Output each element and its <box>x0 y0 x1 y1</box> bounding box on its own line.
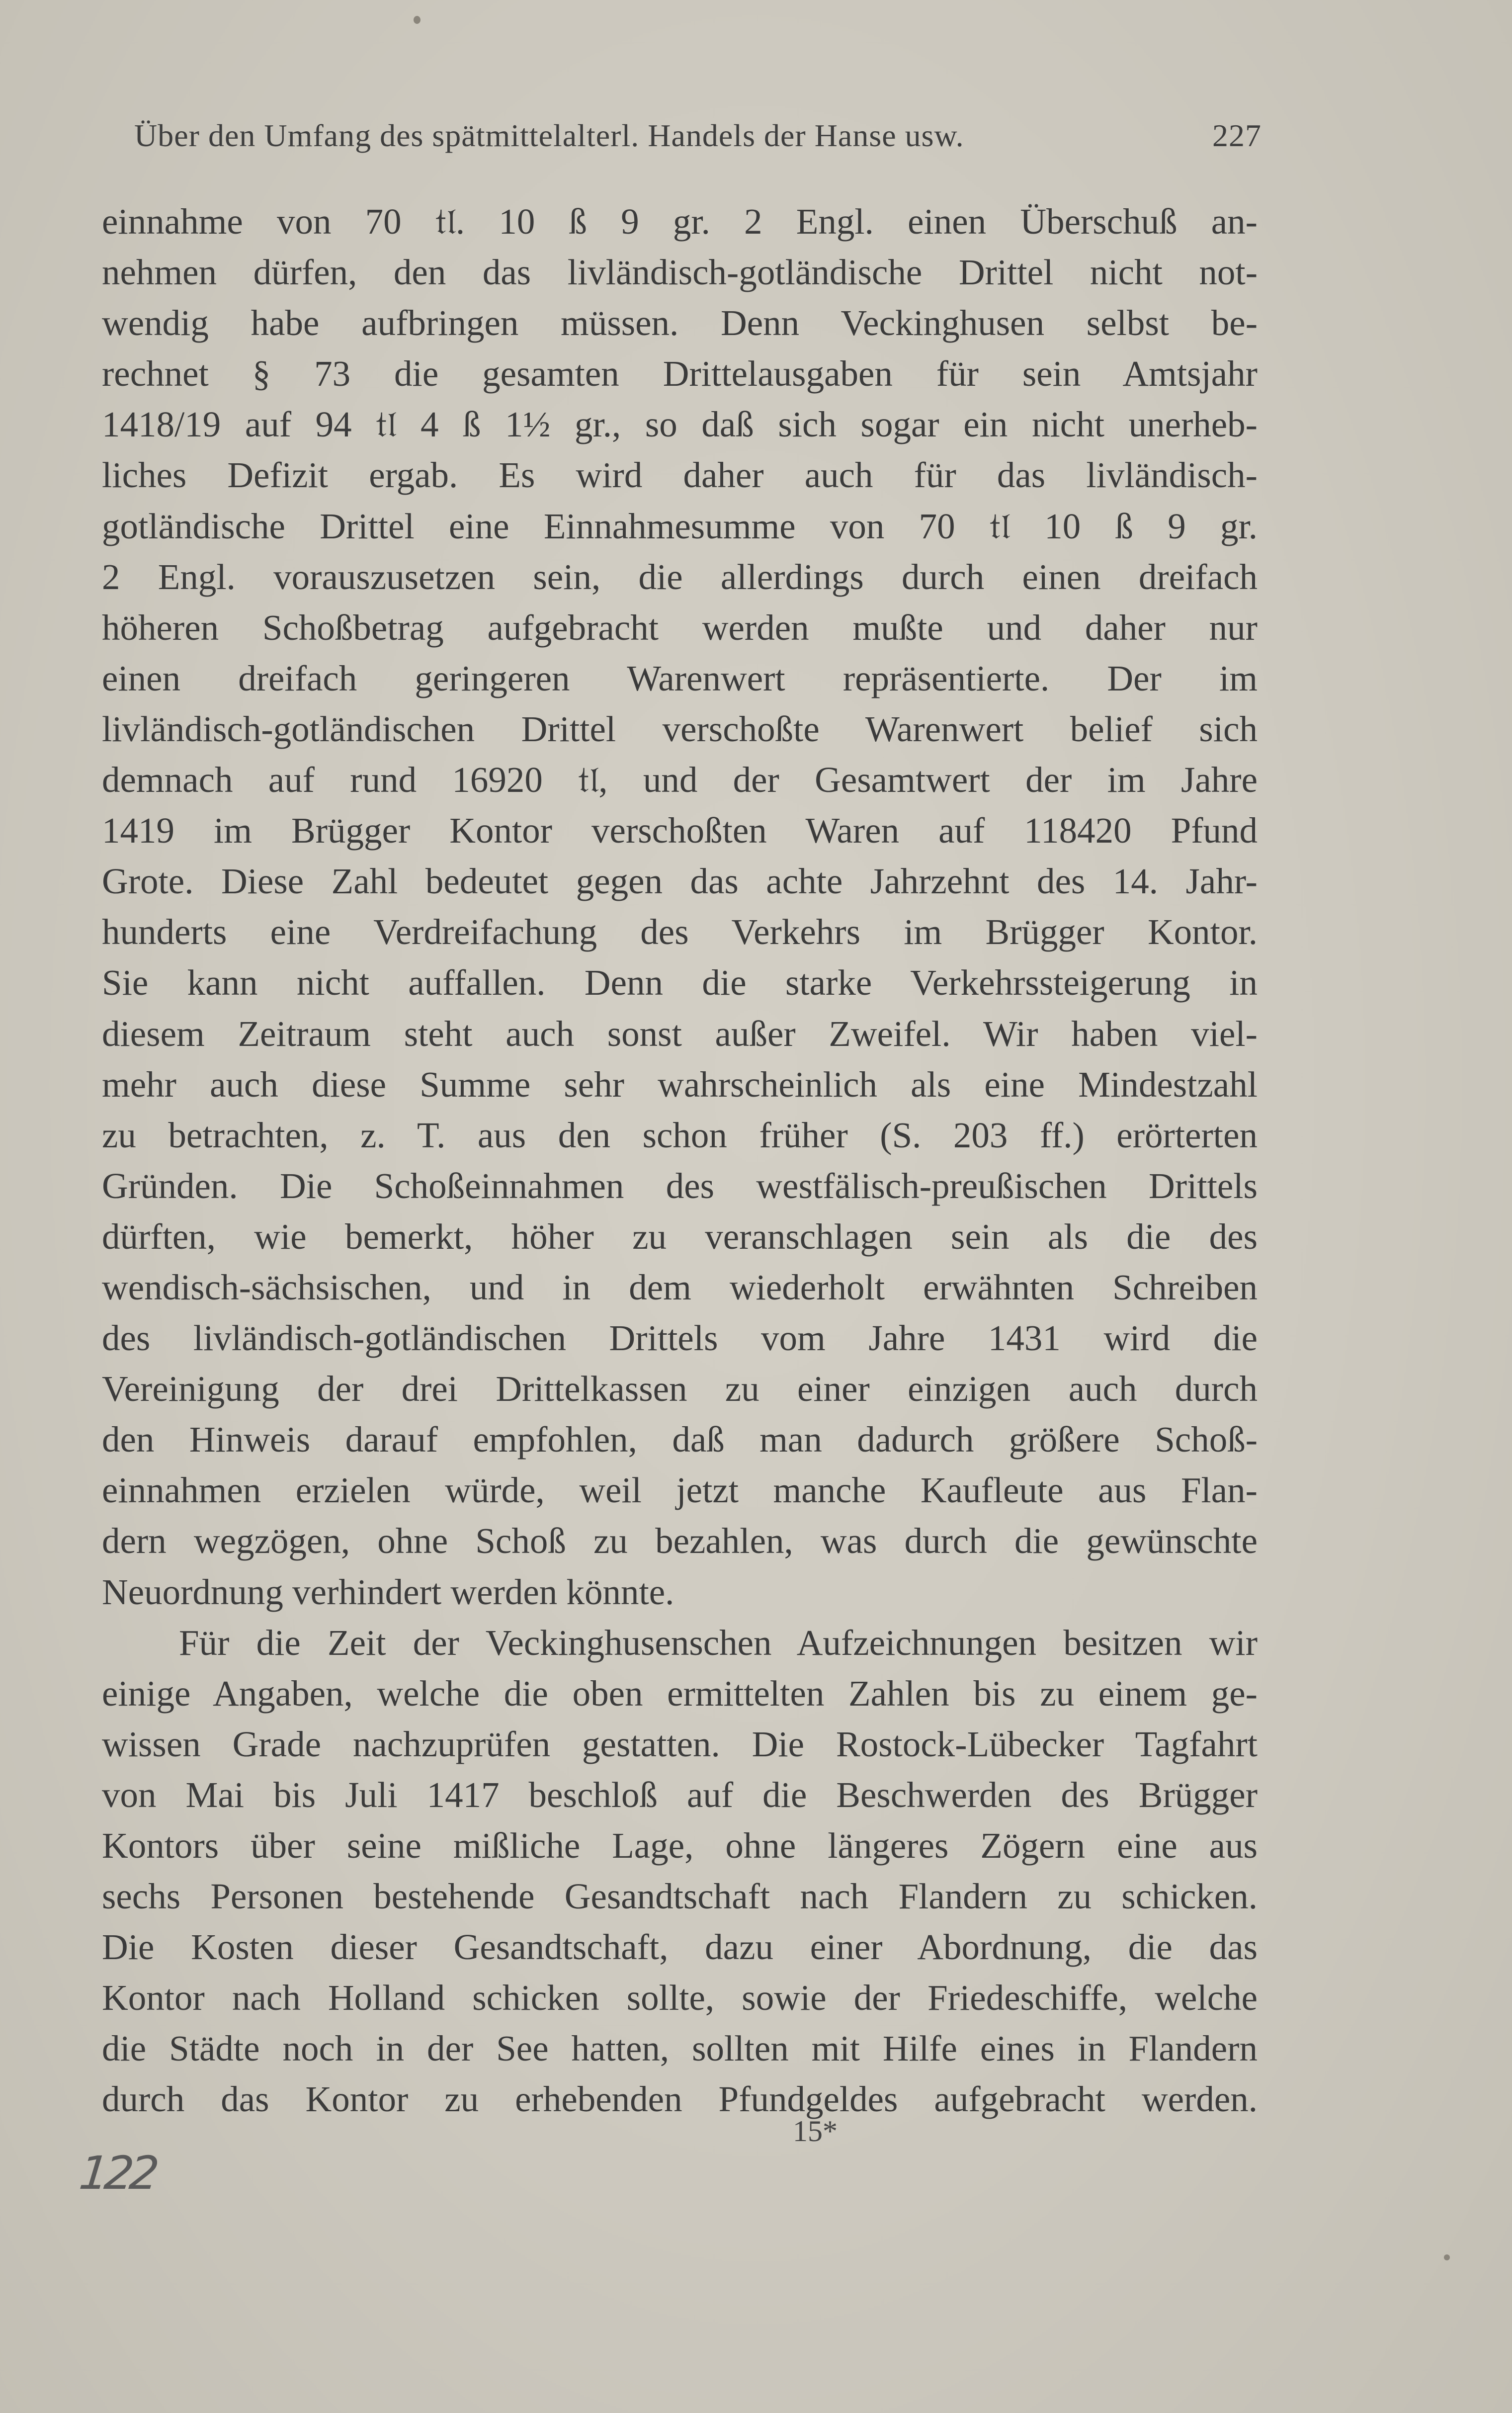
paragraph-end-line: Neuordnung verhindert werden könnte. <box>102 1571 674 1612</box>
text-line: höheren Schoßbetrag aufgebracht werden mußte und daher nur <box>102 607 1258 648</box>
paper-speck <box>1444 2254 1450 2260</box>
text-line: nehmen dürfen, den das livländisch-gotländische Drittel nicht not- <box>102 252 1258 293</box>
text-line: liches Defizit ergab. Es wird daher auch für das livländisch- <box>102 455 1258 496</box>
text-line: livländisch-gotländischen Drittel verschoßte Warenwert belief sich <box>102 708 1258 749</box>
text-line: Kontor nach Holland schicken sollte, sowie der Friedeschiffe, welche <box>102 1978 1258 2018</box>
signature-mark: 15* <box>793 2115 838 2148</box>
text-line: wissen Grade nachzuprüfen gestatten. Die Rostock-Lübecker Tagfahrt <box>102 1724 1258 1764</box>
text-line: dürften, wie bemerkt, höher zu veranschlagen sein als die des <box>102 1216 1258 1257</box>
body-text <box>102 196 1258 2125</box>
paragraph-start-line: Für die Zeit der Veckinghusenschen Aufzeichnungen besitzen wir <box>179 1622 1258 1663</box>
paper-speck <box>414 16 420 24</box>
text-line: einen dreifach geringeren Warenwert repräsentierte. Der im <box>102 658 1258 698</box>
text-line: wendig habe aufbringen müssen. Denn Veckinghusen selbst be- <box>102 303 1258 344</box>
text-line: sechs Personen bestehende Gesandtschaft nach Flandern zu schicken. <box>102 1876 1258 1917</box>
text-line: mehr auch diese Summe sehr wahrscheinlich als eine Mindestzahl <box>102 1064 1258 1105</box>
text-line: den Hinweis darauf empfohlen, daß man dadurch größere Schoß- <box>102 1419 1258 1460</box>
text-line: einnahmen erzielen würde, weil jetzt manche Kaufleute aus Flan- <box>102 1470 1258 1511</box>
running-title: Über den Umfang des spätmittelalterl. Handels der Hanse usw. <box>134 118 964 153</box>
text-line: von Mai bis Juli 1417 beschloß auf die Beschwerden des Brügger <box>102 1774 1258 1815</box>
text-line: durch das Kontor zu erhebenden Pfundgeldes aufgebracht werden. <box>102 2079 1258 2120</box>
text-line: Gründen. Die Schoßeinnahmen des westfälisch-preußischen Drittels <box>102 1165 1258 1206</box>
text-line: Die Kosten dieser Gesandtschaft, dazu einer Abordnung, die das <box>102 1927 1258 1968</box>
text-line: Vereinigung der drei Drittelkassen zu einer einzigen auch durch <box>102 1369 1258 1409</box>
running-header <box>134 113 1261 158</box>
text-line: zu betrachten, z. T. aus den schon früher (S. 203 ff.) erörterten <box>102 1115 1258 1155</box>
text-line: 1418/19 auf 94 𝔱𝔩 4 ß 1½ gr., so daß sich sogar ein nicht unerheb- <box>102 404 1258 445</box>
text-line: 1419 im Brügger Kontor verschoßten Waren auf 118420 Pfund <box>102 810 1258 851</box>
text-line: diesem Zeitraum steht auch sonst außer Zweifel. Wir haben viel- <box>102 1013 1258 1054</box>
text-line: des livländisch-gotländischen Drittels vom Jahre 1431 wird die <box>102 1318 1258 1359</box>
text-line: Kontors über seine mißliche Lage, ohne längeres Zögern eine aus <box>102 1825 1258 1866</box>
text-line: gotländische Drittel eine Einnahmesumme von 70 𝔱𝔩 10 ß 9 gr. <box>102 506 1258 546</box>
page-number: 227 <box>1212 118 1261 153</box>
handwritten-page-note: 122 <box>77 2147 158 2200</box>
text-line: Grote. Diese Zahl bedeutet gegen das achte Jahrzehnt des 14. Jahr- <box>102 861 1258 902</box>
text-line: dern wegzögen, ohne Schoß zu bezahlen, was durch die gewünschte <box>102 1521 1258 1561</box>
text-line: rechnet § 73 die gesamten Drittelausgaben für sein Amtsjahr <box>102 353 1258 394</box>
text-line: 2 Engl. vorauszusetzen sein, die allerdings durch einen dreifach <box>102 556 1258 597</box>
text-line: einnahme von 70 𝔱𝔩. 10 ß 9 gr. 2 Engl. einen Überschuß an- <box>102 201 1258 242</box>
text-line: wendisch-sächsischen, und in dem wiederholt erwähnten Schreiben <box>102 1267 1258 1307</box>
text-line: Sie kann nicht auffallen. Denn die starke Verkehrssteigerung in <box>102 962 1258 1003</box>
text-line: die Städte noch in der See hatten, sollten mit Hilfe eines in Flandern <box>102 2028 1258 2069</box>
text-line: einige Angaben, welche die oben ermittelten Zahlen bis zu einem ge- <box>102 1673 1258 1714</box>
text-line: demnach auf rund 16920 𝔱𝔩, und der Gesamtwert der im Jahre <box>102 760 1258 800</box>
text-line: hunderts eine Verdreifachung des Verkehrs im Brügger Kontor. <box>102 912 1258 952</box>
